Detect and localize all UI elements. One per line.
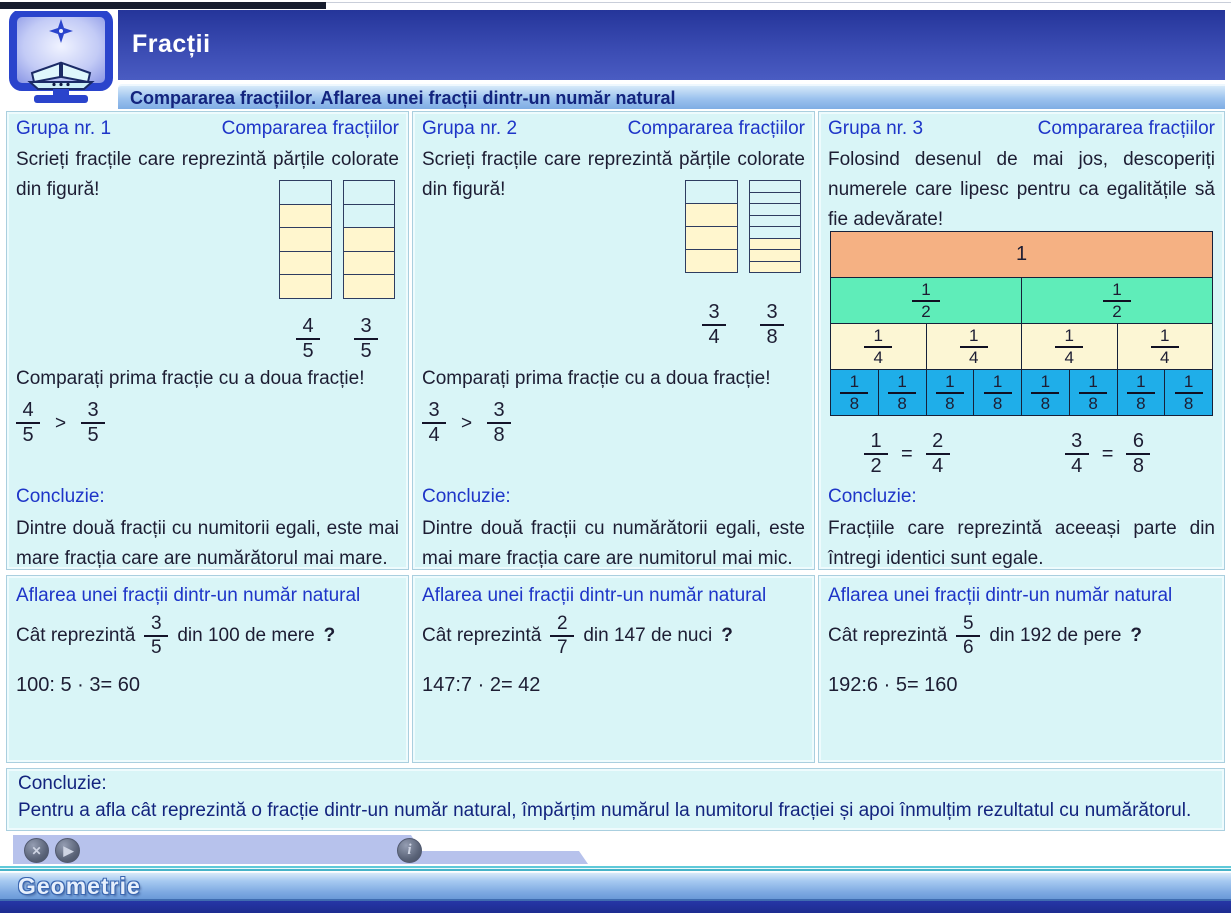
fraction-left: $\frac{3}{4}$ [1065, 430, 1089, 478]
wall-cell: $\frac{1}{8}$ [1021, 369, 1070, 416]
wall-cell: $\frac{1}{8}$ [1069, 369, 1118, 416]
wall-cell: $\frac{1}{8}$ [1164, 369, 1213, 416]
compare-prompt: Comparați prima fracție cu a doua fracție! [16, 368, 365, 389]
question-mark: ? [323, 624, 336, 646]
fraction-label: $\frac{3}{4}$ [702, 301, 726, 349]
question-prefix: Cât reprezintă [828, 624, 948, 646]
compare-prompt: Comparați prima fracție cu a doua fracție! [422, 368, 771, 389]
equals-sign: = [901, 442, 913, 465]
fraction-label: $\frac{3}{5}$ [354, 315, 378, 363]
fraction-right: $\frac{3}{8}$ [487, 399, 511, 447]
group-2-header [422, 118, 805, 140]
fraction-left: $\frac{3}{4}$ [422, 399, 446, 447]
fraction-right: $\frac{6}{8}$ [1126, 430, 1150, 478]
problem-title: Aflarea unei fracții dintr-un număr natural [828, 585, 1173, 606]
colored-part [279, 227, 332, 252]
page-title: Fracții [132, 30, 211, 58]
conclusion-label: Concluzie: [18, 773, 107, 794]
navigation-tab-bar [13, 835, 593, 864]
fraction-bar [749, 180, 802, 273]
colored-part [343, 227, 396, 252]
play-button[interactable] [55, 838, 80, 863]
fraction-bars-figure [279, 180, 395, 299]
colored-part [343, 251, 396, 276]
question-fraction: $\frac{3}{5}$ [144, 613, 168, 659]
conclusion-text: Fracțiile care reprezintă aceeași parte din întregi identici sunt egale. [828, 518, 1215, 569]
fraction-bars-figure [685, 180, 801, 273]
bar-fraction-labels [685, 301, 801, 349]
question-prefix: Cât reprezintă [16, 624, 136, 646]
colored-part [279, 251, 332, 276]
group-3-header [828, 118, 1215, 140]
conclusion-text: Dintre două fracții cu numitorii egali, este mai mare fracția care are numărătorul mai mare. [16, 518, 399, 569]
problem-question [16, 613, 335, 659]
uncolored-part [685, 180, 738, 204]
section-label: Geometrie [18, 873, 141, 899]
conclusion-text: Dintre două fracții cu numărătorii egali, este mai mare fracția care are numitorul mai mic. [422, 518, 805, 569]
colored-part [685, 249, 738, 273]
group-task: Scrieți fracțile care reprezintă părțile colorate din figură! [16, 149, 399, 200]
fraction-label: $\frac{4}{5}$ [296, 315, 320, 363]
question-prefix: Cât reprezintă [422, 624, 542, 646]
problem-question [422, 613, 733, 659]
colored-part [685, 226, 738, 250]
wall-cell: $\frac{1}{8}$ [973, 369, 1022, 416]
uncolored-part [343, 204, 396, 229]
problem-solution: 192:6 · 5= 160 [828, 674, 958, 696]
problem-title: Aflarea unei fracții dintr-un număr natural [422, 585, 767, 606]
equality [864, 430, 950, 478]
wall-cell: $\frac{1}{4}$ [926, 323, 1023, 370]
comparison-operator: > [461, 413, 473, 434]
subtitle-bar [118, 84, 1225, 109]
question-fraction: $\frac{2}{7}$ [550, 613, 574, 659]
colored-part [685, 203, 738, 227]
book-monitor-icon [8, 11, 114, 104]
comparison-expression [422, 399, 511, 447]
uncolored-part [343, 180, 396, 205]
bar-fraction-labels [279, 315, 395, 363]
colored-part [279, 274, 332, 299]
wall-row [830, 323, 1213, 370]
page-subtitle: Compararea fracțiilor. Aflarea unei fracții dintr-un număr natural [130, 88, 676, 108]
equality [1065, 430, 1151, 478]
comparison-operator: > [55, 413, 67, 434]
question-fraction: $\frac{5}{6}$ [956, 613, 980, 659]
fraction-bar [343, 180, 396, 299]
fraction-bar [685, 180, 738, 273]
play-icon: ▶ [63, 843, 74, 858]
conclusion-text: Pentru a afla cât reprezintă o fracție dintr-un număr natural, împărțim numărul la numitorul fracției și apoi înmulțim rezultatul cu numărătorul. [18, 800, 1192, 821]
group-topic: Compararea fracțiilor [627, 118, 805, 139]
fraction-right: $\frac{3}{5}$ [81, 399, 105, 447]
bottom-edge-bar [0, 901, 1231, 913]
wall-row [830, 369, 1213, 416]
question-suffix: din 100 de mere [177, 624, 315, 646]
info-button[interactable] [397, 838, 422, 863]
group-1-panel [6, 111, 409, 570]
wall-cell: $\frac{1}{2}$ [830, 277, 1022, 324]
equals-sign: = [1101, 442, 1114, 465]
wall-cell: 1 [830, 231, 1213, 278]
group-1-header [16, 118, 399, 140]
wall-cell: $\frac{1}{4}$ [1021, 323, 1118, 370]
wall-cell: $\frac{1}{4}$ [1117, 323, 1214, 370]
wall-row [830, 231, 1213, 278]
close-icon: ✕ [31, 843, 42, 858]
group-topic: Compararea fracțiilor [1037, 118, 1215, 139]
problem-title: Aflarea unei fracții dintr-un număr natural [16, 585, 361, 606]
conclusion-label: Concluzie: [828, 486, 917, 507]
section-bar [0, 872, 1231, 901]
question-mark: ? [1130, 624, 1143, 646]
problem-solution: 100: 5 · 3= 60 [16, 674, 140, 696]
header-bar [118, 10, 1225, 80]
wall-cell: $\frac{1}{4}$ [830, 323, 927, 370]
fraction-bar [279, 180, 332, 299]
footer-conclusion-panel [6, 768, 1225, 831]
fraction-label: $\frac{3}{8}$ [760, 301, 784, 349]
wall-cell: $\frac{1}{8}$ [878, 369, 927, 416]
colored-part [749, 261, 802, 274]
colored-part [279, 204, 332, 229]
question-suffix: din 147 de nuci [583, 624, 713, 646]
wall-row [830, 277, 1213, 324]
conclusion-label: Concluzie: [422, 486, 511, 507]
fraction-left: $\frac{1}{2}$ [864, 430, 888, 478]
group-name: Grupa nr. 1 [16, 118, 112, 139]
wall-cell: $\frac{1}{8}$ [1117, 369, 1166, 416]
problem-solution: 147:7 · 2= 42 [422, 674, 541, 696]
info-icon: i [407, 842, 412, 858]
comparison-expression [16, 399, 105, 447]
wall-cell: $\frac{1}{8}$ [926, 369, 975, 416]
fraction-left: $\frac{4}{5}$ [16, 399, 40, 447]
window-top-edge [0, 2, 326, 9]
problem-panel-3 [818, 575, 1225, 763]
problem-panel-1 [6, 575, 409, 763]
separator-line [0, 869, 1231, 871]
problem-question [828, 613, 1142, 659]
close-button[interactable] [24, 838, 49, 863]
wall-cell: $\frac{1}{8}$ [830, 369, 879, 416]
fraction-right: $\frac{2}{4}$ [926, 430, 950, 478]
group-name: Grupa nr. 2 [422, 118, 518, 139]
problem-panel-2 [412, 575, 815, 763]
group-topic: Compararea fracțiilor [221, 118, 399, 139]
question-suffix: din 192 de pere [989, 624, 1122, 646]
app-logo [6, 10, 116, 105]
conclusion-label: Concluzie: [16, 486, 105, 507]
group-3-panel [818, 111, 1225, 570]
group-name: Grupa nr. 3 [828, 118, 924, 139]
group-2-panel [412, 111, 815, 570]
group-task: Scrieți fracțile care reprezintă părțile colorate din figură! [422, 149, 805, 200]
fraction-wall [830, 231, 1213, 416]
group-task: Folosind desenul de mai jos, descoperiți numerele care lipesc pentru ca egalitățile să fie adevărate! [828, 149, 1215, 230]
wall-cell: $\frac{1}{2}$ [1021, 277, 1213, 324]
equalities [864, 430, 1150, 478]
question-mark: ? [721, 624, 733, 646]
uncolored-part [279, 180, 332, 205]
colored-part [343, 274, 396, 299]
